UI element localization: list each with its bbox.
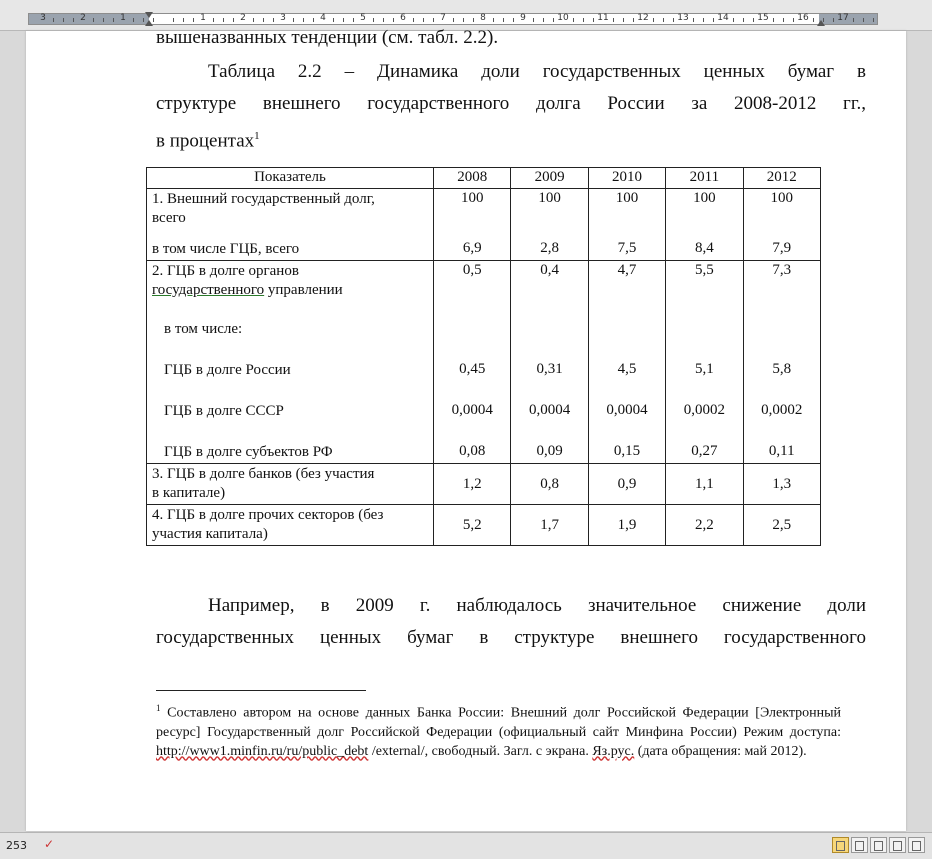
table-cell: 0,9 — [588, 464, 665, 505]
print-layout-view-button[interactable] — [832, 837, 849, 853]
table-cell: 1,3 — [743, 464, 820, 505]
ruler-tick — [143, 18, 144, 22]
ruler-number: 10 — [557, 13, 569, 23]
ruler-number: 5 — [360, 13, 366, 23]
table-row — [147, 464, 821, 505]
row-label — [147, 464, 434, 505]
paragraph-line-2: государственных ценных бумаг в структуре внешнего государственного — [156, 627, 866, 648]
header-cell: 2011 — [666, 168, 743, 189]
caption-line-1: Таблица 2.2 – Динамика доли государственных ценных бумаг в — [208, 61, 866, 82]
ruler-tick — [63, 18, 64, 22]
body-paragraph — [156, 590, 866, 654]
ruler-tick — [73, 18, 74, 22]
paragraph-line-1: Например, в 2009 г. наблюдалось значительное снижение доли — [208, 595, 866, 616]
ruler-number: 3 — [280, 13, 286, 23]
table-row — [147, 189, 821, 261]
ruler-number: 15 — [757, 13, 769, 23]
table-cell: 0,5 0,45 0,0004 0,08 — [434, 261, 511, 464]
footnote — [156, 699, 841, 761]
label-text: в том числе: — [164, 321, 243, 337]
row-label — [147, 505, 434, 546]
header-cell: 2012 — [743, 168, 820, 189]
web-layout-view-button[interactable] — [870, 837, 887, 853]
outline-view-button[interactable] — [889, 837, 906, 853]
ruler-number: 1 — [200, 13, 206, 23]
ruler-tick — [153, 18, 154, 22]
label-text: всего — [152, 210, 186, 226]
caption-line-2: структуре внешнего государственного долга России за 2008-2012 гг., — [156, 93, 866, 114]
table-cell: 100 8,4 — [666, 189, 743, 261]
left-indent-marker[interactable] — [145, 20, 153, 26]
document-page[interactable] — [26, 27, 906, 831]
ruler-number: 1 — [120, 13, 126, 23]
table-cell: 1,9 — [588, 505, 665, 546]
table-cell: 1,2 — [434, 464, 511, 505]
table-cell: 5,2 — [434, 505, 511, 546]
header-cell: 2009 — [511, 168, 588, 189]
data-table — [146, 167, 821, 546]
full-screen-view-button[interactable] — [851, 837, 868, 853]
table-cell: 2,5 — [743, 505, 820, 546]
ruler-number: 17 — [837, 13, 849, 23]
table-cell: 1,1 — [666, 464, 743, 505]
ruler-number: 7 — [440, 13, 446, 23]
table-cell: 100 7,5 — [588, 189, 665, 261]
ruler-number: 16 — [797, 13, 809, 23]
label-text: участия капитала) — [152, 526, 268, 542]
ruler-number: 9 — [520, 13, 526, 23]
table-cell: 0,8 — [511, 464, 588, 505]
proofing-icon[interactable]: ✓ — [44, 837, 55, 851]
footnote-ref[interactable]: 1 — [254, 130, 260, 142]
table-cell: 100 6,9 — [434, 189, 511, 261]
table-row — [147, 261, 821, 464]
row-label — [147, 189, 434, 261]
header-cell: 2010 — [588, 168, 665, 189]
label-text: 3. ГЦБ в долге банков (без участия — [152, 466, 375, 482]
label-text: 1. Внешний государственный долг, — [152, 191, 375, 207]
ruler-tick — [873, 18, 874, 22]
ruler-number: 2 — [240, 13, 246, 23]
ruler-number: 13 — [677, 13, 689, 23]
ruler-number: 8 — [480, 13, 486, 23]
label-text: ГЦБ в долге субъектов РФ — [164, 444, 333, 460]
table-cell: 2,2 — [666, 505, 743, 546]
ruler-number: 14 — [717, 13, 729, 23]
ruler-left-margin — [29, 14, 149, 24]
table-cell: 0,4 0,31 0,0004 0,09 — [511, 261, 588, 464]
footnote-link[interactable]: http://www1.minfin.ru/ru/public_debt — [156, 743, 369, 759]
footnote-text: Составлено автором на основе данных Банка России: Внешний долг Российской Федерации [Электронный ресурс] Государственный долг Российской Федерации (официальный сайт Минфина России) Режим доступа: — [156, 705, 841, 740]
ruler-tick — [113, 18, 114, 22]
ruler-number: 6 — [400, 13, 406, 23]
footnote-text: /external/, свободный. Загл. с экрана. — [368, 743, 593, 759]
draft-view-button[interactable] — [908, 837, 925, 853]
ruler-number: 4 — [320, 13, 326, 23]
ruler-number: 12 — [637, 13, 649, 23]
label-text: в капитале) — [152, 485, 226, 501]
ruler-tick — [93, 18, 94, 22]
label-text: 4. ГЦБ в долге прочих секторов (без — [152, 507, 384, 523]
table-cell: 100 7,9 — [743, 189, 820, 261]
table-cell: 4,7 4,5 0,0004 0,15 — [588, 261, 665, 464]
ruler-tick — [53, 18, 54, 22]
table-cell: 1,7 — [511, 505, 588, 546]
label-text: ГЦБ в долге СССР — [164, 403, 284, 419]
ruler-number: 11 — [597, 13, 609, 23]
first-line-indent-marker[interactable] — [145, 12, 153, 18]
page-count[interactable]: 253 — [6, 839, 27, 852]
footnote-text: Яз.рус. — [592, 743, 635, 759]
caption-line-3 — [156, 120, 866, 157]
ruler-tick — [103, 18, 104, 22]
label-text: 2. ГЦБ в долге органов — [152, 263, 299, 279]
label-text: в том числе ГЦБ, всего — [152, 241, 300, 257]
footnote-separator — [156, 690, 366, 691]
body-text: вышеназванных тенденции (см. табл. 2.2). — [156, 27, 499, 48]
label-text: ГЦБ в долге России — [164, 362, 291, 378]
table-caption — [156, 56, 866, 157]
ruler-number: 2 — [80, 13, 86, 23]
header-cell: Показатель — [147, 168, 434, 189]
text-line-cutoff — [156, 22, 866, 54]
footnote-text: (дата обращения: май 2012). — [634, 743, 807, 759]
ruler-tick — [133, 18, 134, 22]
table-cell: 7,3 5,8 0,0002 0,11 — [743, 261, 820, 464]
caption-text: в процентах — [156, 130, 255, 152]
label-text: государственного управлении — [152, 282, 343, 298]
row-label — [147, 261, 434, 464]
ruler-number: 3 — [40, 13, 46, 23]
table-header-row — [147, 168, 821, 189]
footnote-mark: 1 — [156, 703, 161, 713]
header-cell: 2008 — [434, 168, 511, 189]
table-cell: 5,5 5,1 0,0002 0,27 — [666, 261, 743, 464]
table-row — [147, 505, 821, 546]
status-bar — [0, 832, 932, 859]
table-cell: 100 2,8 — [511, 189, 588, 261]
